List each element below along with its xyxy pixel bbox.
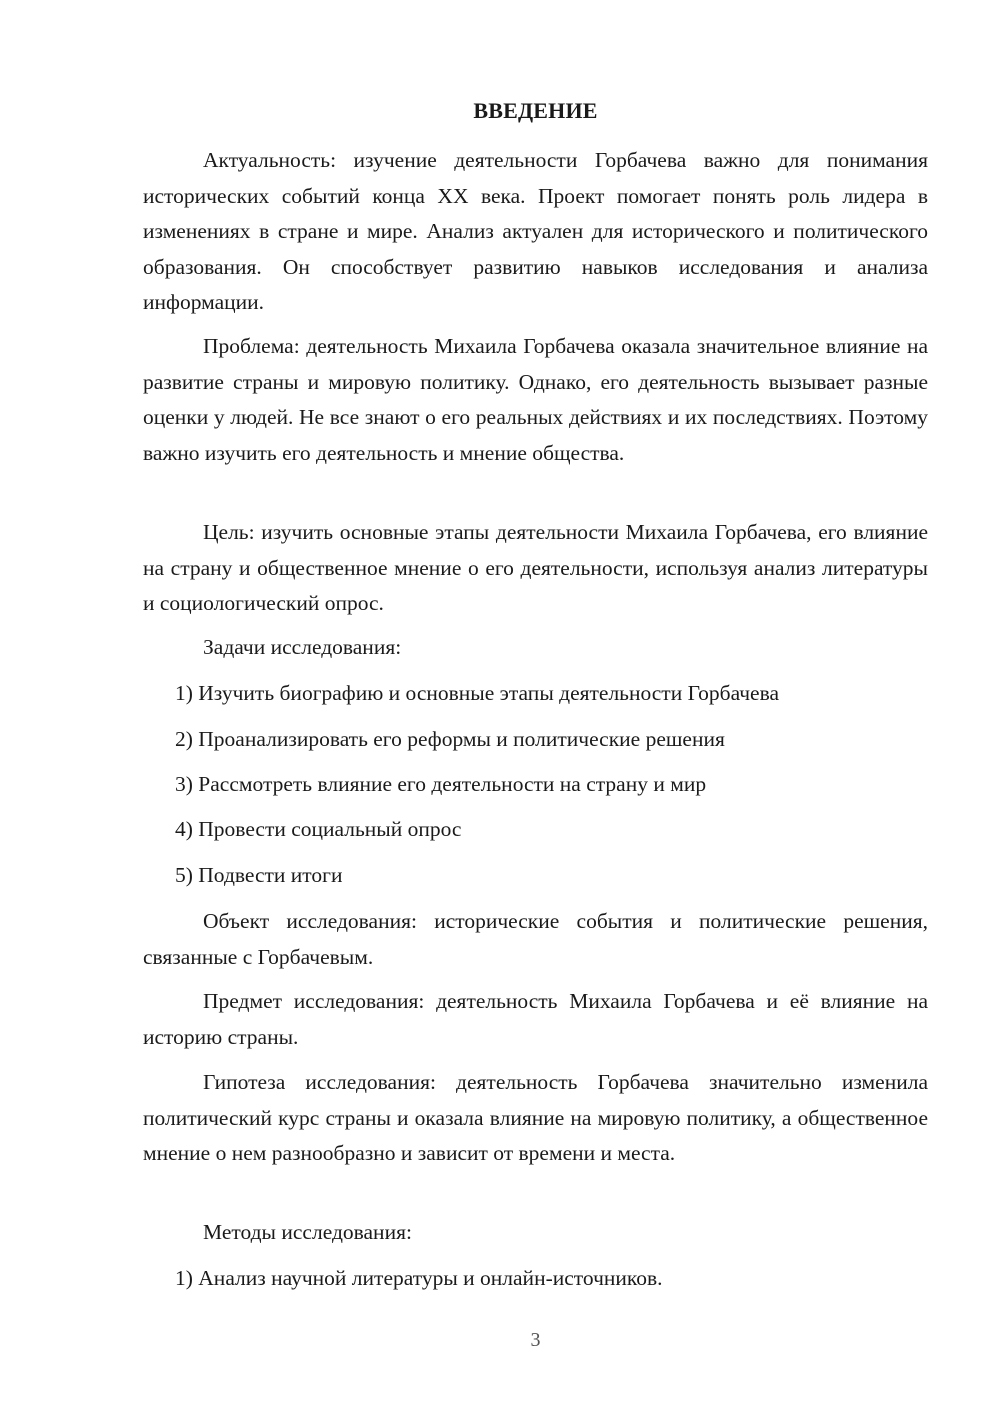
- task-item-4: 4) Провести социальный опрос: [175, 817, 462, 841]
- paragraph-subject: Предмет исследования: деятельность Михаила Горбачева и её влияние на историю страны.: [143, 989, 928, 1049]
- document-page: [143, 0, 928, 1414]
- methods-label: Методы исследования:: [203, 1220, 412, 1244]
- method-item-1: 1) Анализ научной литературы и онлайн-источников.: [175, 1266, 663, 1290]
- paragraph-problem: Проблема: деятельность Михаила Горбачева оказала значительное влияние на развитие страны и мировую политику. Однако, его деятельность вызывает разные оценки у людей. Не все знают о его реальных действиях и их последствиях. Поэтому важно изучить его деятельность и мнение общества.: [143, 334, 928, 465]
- section-heading: ВВЕДЕНИЕ: [473, 98, 598, 123]
- paragraph-hypothesis: Гипотеза исследования: деятельность Горбачева значительно изменила политический курс страны и оказала влияние на мировую политику, а общественное мнение о нем разнообразно и зависит от времени и места.: [143, 1070, 928, 1165]
- task-item-1: 1) Изучить биографию и основные этапы деятельности Горбачева: [175, 681, 780, 705]
- paragraph-goal: Цель: изучить основные этапы деятельности Михаила Горбачева, его влияние на страну и общественное мнение о его деятельности, используя анализ литературы и социологический опрос.: [143, 520, 928, 615]
- task-item-5: 5) Подвести итоги: [175, 863, 343, 887]
- tasks-label: Задачи исследования:: [203, 635, 402, 659]
- page-number: 3: [530, 1329, 541, 1351]
- task-item-2: 2) Проанализировать его реформы и политические решения: [175, 727, 725, 751]
- task-item-3: 3) Рассмотреть влияние его деятельности на страну и мир: [175, 772, 707, 796]
- paragraph-relevance: Актуальность: изучение деятельности Горбачева важно для понимания исторических событий конца XX века. Проект помогает понять роль лидера в изменениях в стране и мире. Анализ актуален для исторического и политического образования. Он способствует развитию навыков исследования и анализа информации.: [143, 148, 928, 314]
- paragraph-object: Объект исследования: исторические события и политические решения, связанные с Горбачевым.: [143, 909, 928, 969]
